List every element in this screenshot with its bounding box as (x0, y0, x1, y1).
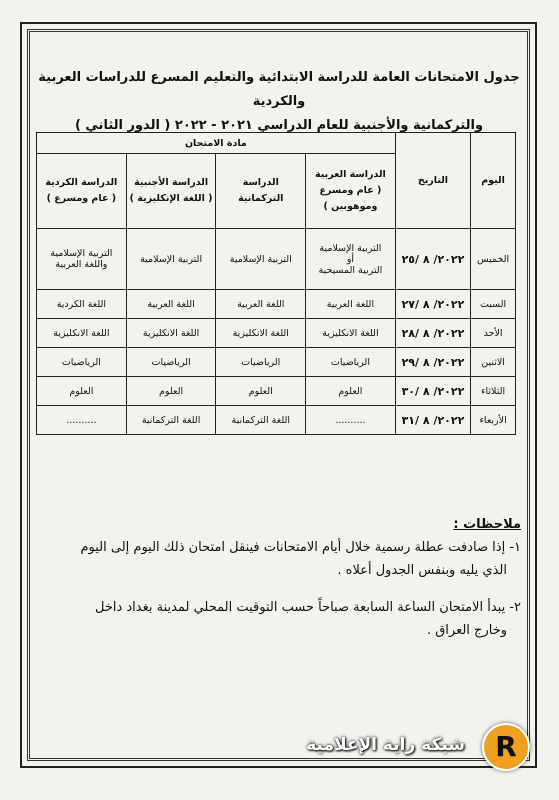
logo-letter: R (495, 730, 517, 763)
cell-date: ٢٠٢٢/ ٨ /٢٥ (395, 229, 470, 290)
cell-kurdish: العلوم (37, 377, 127, 406)
header-subject: مادة الامتحان (37, 133, 396, 154)
cell-arabic: اللغة العربية (306, 290, 396, 319)
cell-turkmen: العلوم (216, 377, 306, 406)
cell-turkmen: اللغة التركمانية (216, 406, 306, 435)
header-arabic-study (306, 154, 396, 229)
note-1-line-1: ١- إذا صادفت عطلة رسمية خلال أيام الامتحانات فينقل امتحان ذلك اليوم إلى اليوم (80, 540, 521, 555)
cell-arabic: العلوم (306, 377, 396, 406)
cell-turkmen: التربية الإسلامية (216, 229, 306, 290)
title-line-1: جدول الامتحانات العامة للدراسة الابتدائية والتعليم المسرع للدراسات العربية والكردية (38, 70, 520, 109)
header-foreign-line1: الدراسة الأجنبية (134, 177, 209, 188)
cell-kurdish-line1: التربية الإسلامية (50, 248, 113, 259)
cell-kurdish-line2: واللغة العربية (55, 259, 108, 270)
cell-arabic-line2: أو (346, 253, 355, 265)
header-arabic-line2: ( عام ومسرع (319, 185, 382, 196)
cell-date: ٢٠٢٢/ ٨ /٣١ (395, 406, 470, 435)
cell-day: السبت (471, 290, 516, 319)
watermark-logo (306, 722, 540, 772)
logo-text: شبكة راية الإعلامية (306, 735, 465, 755)
cell-date: ٢٠٢٢/ ٨ /٢٨ (395, 319, 470, 348)
cell-foreign: العلوم (126, 377, 216, 406)
cell-day: الأحد (471, 319, 516, 348)
exam-schedule-table (36, 132, 516, 435)
header-arabic-line1: الدراسة العربية (315, 169, 386, 180)
cell-date: ٢٠٢٢/ ٨ /٢٧ (395, 290, 470, 319)
cell-day: الأربعاء (471, 406, 516, 435)
cell-foreign: اللغة العربية (126, 290, 216, 319)
cell-day: الاثنين (471, 348, 516, 377)
table-row (37, 406, 516, 435)
cell-turkmen: اللغة العربية (216, 290, 306, 319)
note-2 (51, 596, 521, 642)
header-foreign-line2: ( اللغة الإنكليزية ) (129, 193, 213, 204)
cell-kurdish: .......... (37, 406, 127, 435)
cell-arabic-line1: التربية الإسلامية (319, 242, 382, 254)
note-2-line-2: وخارج العراق . (426, 623, 507, 638)
cell-foreign: الرياضيات (126, 348, 216, 377)
document-title (36, 66, 522, 138)
table-header-row (37, 133, 516, 154)
notes-section (51, 517, 521, 656)
cell-foreign: التربية الإسلامية (126, 229, 216, 290)
cell-arabic-line3: التربية المسيحية (318, 264, 383, 276)
table-row (37, 377, 516, 406)
note-2-line-1: ٢- يبدأ الامتحان الساعة السابعة صباحاً حسب التوقيت المحلي لمدينة بغداد داخل (94, 600, 521, 615)
cell-arabic (306, 229, 396, 290)
cell-turkmen: الرياضيات (216, 348, 306, 377)
header-kurdish-line2: ( عام ومسرع ) (46, 193, 117, 204)
title-line-2: والتركمانية والأجنبية للعام الدراسي ٢٠٢١ - ٢٠٢٢ ( الدور الثاني ) (74, 118, 484, 133)
logo-badge-icon (482, 723, 530, 771)
note-1 (51, 536, 521, 582)
cell-day: الثلاثاء (471, 377, 516, 406)
cell-kurdish: اللغة الكردية (37, 290, 127, 319)
cell-kurdish: الرياضيات (37, 348, 127, 377)
cell-arabic: الرياضيات (306, 348, 396, 377)
table-row (37, 290, 516, 319)
cell-kurdish: اللغة الانكليزية (37, 319, 127, 348)
cell-foreign: اللغة الانكليزية (126, 319, 216, 348)
header-day: اليوم (471, 133, 516, 229)
cell-day: الخميس (471, 229, 516, 290)
cell-date: ٢٠٢٢/ ٨ /٣٠ (395, 377, 470, 406)
cell-foreign: اللغة التركمانية (126, 406, 216, 435)
header-date: التاريخ (395, 133, 470, 229)
header-kurdish-line1: الدراسة الكردية (45, 177, 118, 188)
note-1-line-2: الذي يليه وبنفس الجدول أعلاه . (337, 563, 507, 578)
header-arabic-line3: وموهوبين ) (323, 201, 378, 212)
cell-arabic: .......... (306, 406, 396, 435)
cell-date: ٢٠٢٢/ ٨ /٢٩ (395, 348, 470, 377)
header-foreign-study (126, 154, 216, 229)
table-row (37, 229, 516, 290)
cell-arabic: اللغة الانكليزية (306, 319, 396, 348)
cell-kurdish (37, 229, 127, 290)
notes-title: ملاحظات : (453, 517, 521, 532)
header-kurdish-study (37, 154, 127, 229)
header-turkmen-study: الدراسة التركمانية (216, 154, 306, 229)
table-row (37, 319, 516, 348)
cell-turkmen: اللغة الانكليزية (216, 319, 306, 348)
table-row (37, 348, 516, 377)
